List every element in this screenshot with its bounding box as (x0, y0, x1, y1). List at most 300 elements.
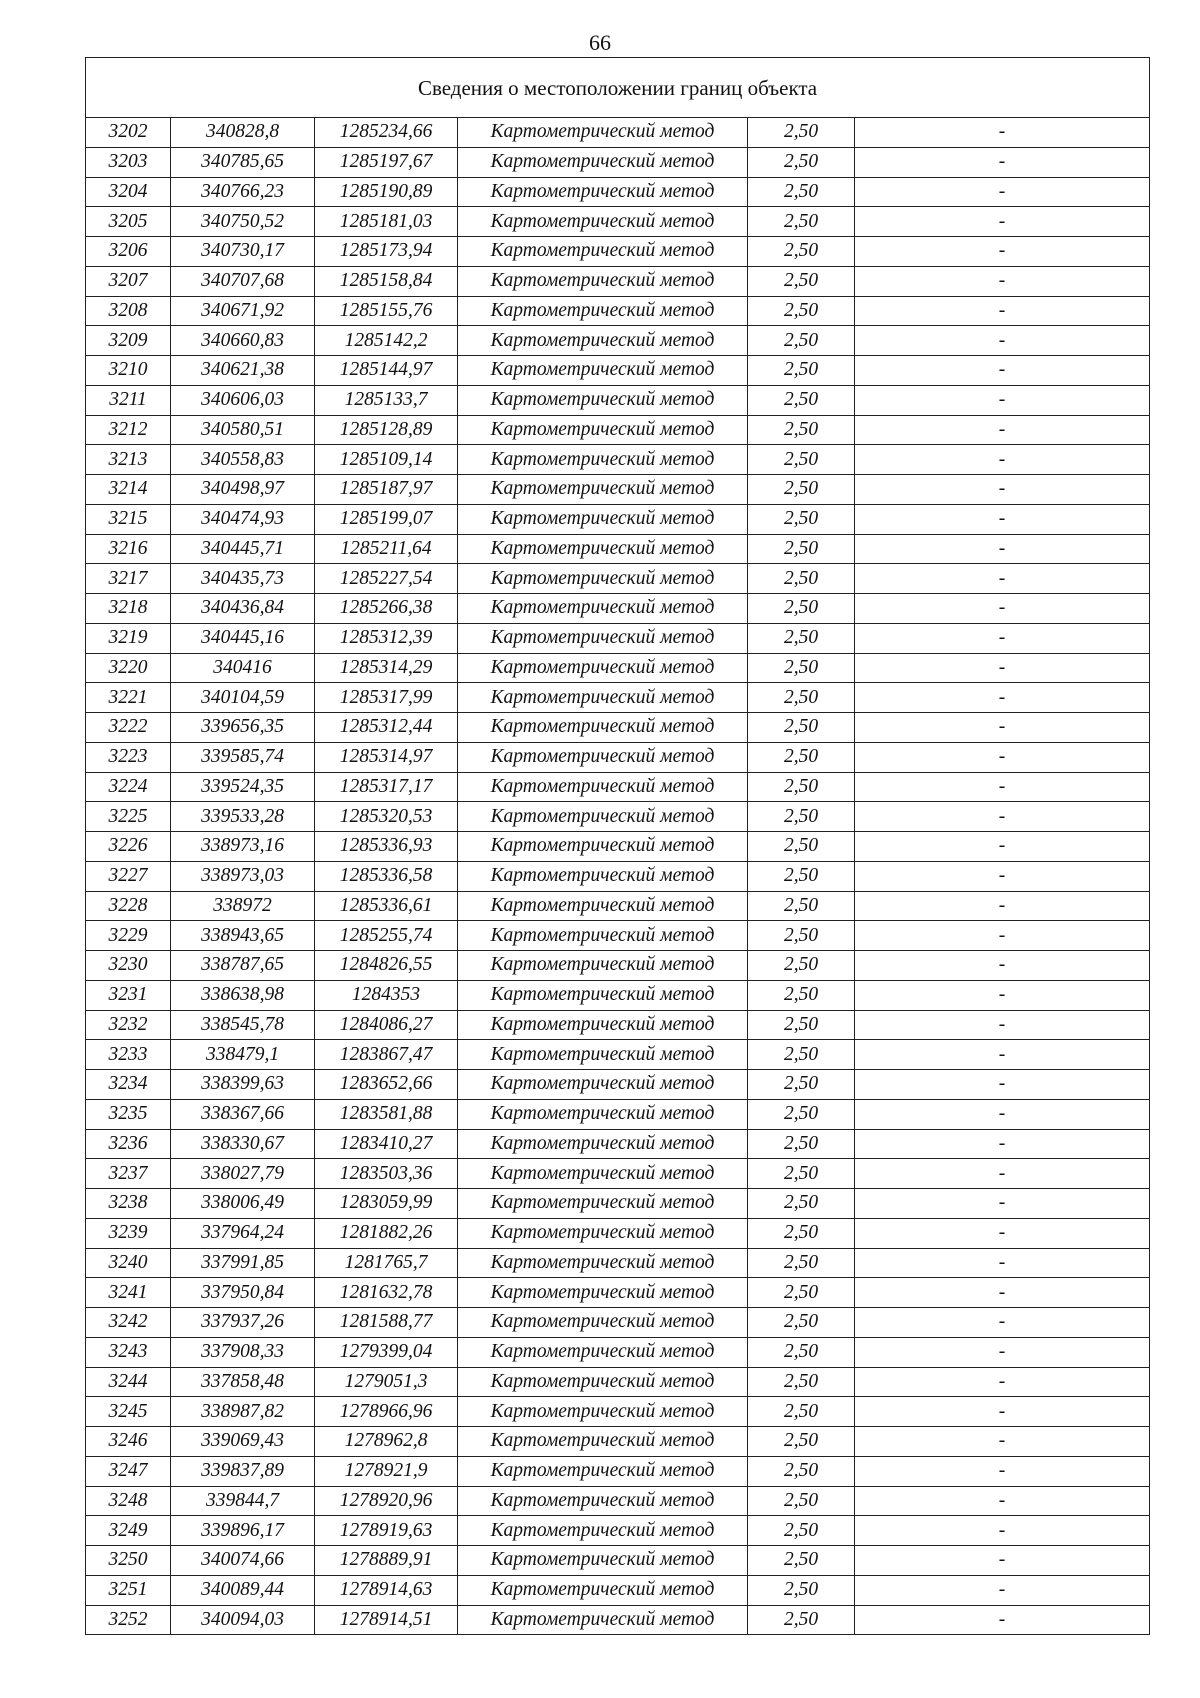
table-row (86, 445, 1150, 475)
point-number-cell: 3249 (86, 1516, 171, 1546)
table-row (86, 237, 1150, 267)
y-coordinate-cell: 1285133,7 (315, 385, 458, 415)
point-number-cell: 3235 (86, 1099, 171, 1129)
note-cell: - (855, 1397, 1150, 1427)
x-coordinate-cell: 340580,51 (171, 415, 315, 445)
method-cell: Картометрический метод (458, 1010, 748, 1040)
y-coordinate-cell: 1278914,63 (315, 1575, 458, 1605)
point-number-cell: 3241 (86, 1278, 171, 1308)
x-coordinate-cell: 340828,8 (171, 118, 315, 148)
y-coordinate-cell: 1284826,55 (315, 951, 458, 981)
table-row (86, 296, 1150, 326)
note-cell: - (855, 1248, 1150, 1278)
table-row (86, 1129, 1150, 1159)
note-cell: - (855, 1218, 1150, 1248)
method-cell: Картометрический метод (458, 623, 748, 653)
accuracy-cell: 2,50 (748, 1337, 855, 1367)
note-cell: - (855, 1278, 1150, 1308)
table-row (86, 1248, 1150, 1278)
note-cell: - (855, 415, 1150, 445)
x-coordinate-cell: 340089,44 (171, 1575, 315, 1605)
method-cell: Картометрический метод (458, 802, 748, 832)
method-cell: Картометрический метод (458, 861, 748, 891)
table-row (86, 1189, 1150, 1219)
x-coordinate-cell: 338973,16 (171, 832, 315, 862)
point-number-cell: 3213 (86, 445, 171, 475)
method-cell: Картометрический метод (458, 1308, 748, 1338)
note-cell: - (855, 177, 1150, 207)
point-number-cell: 3224 (86, 772, 171, 802)
accuracy-cell: 2,50 (748, 475, 855, 505)
method-cell: Картометрический метод (458, 1456, 748, 1486)
table-row (86, 802, 1150, 832)
method-cell: Картометрический метод (458, 1367, 748, 1397)
note-cell: - (855, 1099, 1150, 1129)
accuracy-cell: 2,50 (748, 891, 855, 921)
y-coordinate-cell: 1285314,29 (315, 653, 458, 683)
point-number-cell: 3202 (86, 118, 171, 148)
y-coordinate-cell: 1285266,38 (315, 594, 458, 624)
y-coordinate-cell: 1285181,03 (315, 207, 458, 237)
point-number-cell: 3231 (86, 980, 171, 1010)
y-coordinate-cell: 1283503,36 (315, 1159, 458, 1189)
y-coordinate-cell: 1285320,53 (315, 802, 458, 832)
note-cell: - (855, 475, 1150, 505)
point-number-cell: 3205 (86, 207, 171, 237)
point-number-cell: 3229 (86, 921, 171, 951)
note-cell: - (855, 296, 1150, 326)
accuracy-cell: 2,50 (748, 266, 855, 296)
x-coordinate-cell: 338987,82 (171, 1397, 315, 1427)
table-row (86, 385, 1150, 415)
point-number-cell: 3208 (86, 296, 171, 326)
x-coordinate-cell: 337908,33 (171, 1337, 315, 1367)
x-coordinate-cell: 340104,59 (171, 683, 315, 713)
table-row (86, 475, 1150, 505)
point-number-cell: 3217 (86, 564, 171, 594)
x-coordinate-cell: 340707,68 (171, 266, 315, 296)
method-cell: Картометрический метод (458, 891, 748, 921)
accuracy-cell: 2,50 (748, 921, 855, 951)
table-row (86, 1040, 1150, 1070)
table-row (86, 742, 1150, 772)
method-cell: Картометрический метод (458, 237, 748, 267)
point-number-cell: 3232 (86, 1010, 171, 1040)
y-coordinate-cell: 1281882,26 (315, 1218, 458, 1248)
accuracy-cell: 2,50 (748, 1575, 855, 1605)
note-cell: - (855, 1516, 1150, 1546)
note-cell: - (855, 266, 1150, 296)
method-cell: Картометрический метод (458, 1189, 748, 1219)
y-coordinate-cell: 1285109,14 (315, 445, 458, 475)
x-coordinate-cell: 340474,93 (171, 504, 315, 534)
note-cell: - (855, 594, 1150, 624)
note-cell: - (855, 772, 1150, 802)
point-number-cell: 3207 (86, 266, 171, 296)
x-coordinate-cell: 340785,65 (171, 147, 315, 177)
y-coordinate-cell: 1278920,96 (315, 1486, 458, 1516)
x-coordinate-cell: 340445,16 (171, 623, 315, 653)
accuracy-cell: 2,50 (748, 1546, 855, 1576)
method-cell: Картометрический метод (458, 1040, 748, 1070)
y-coordinate-cell: 1285187,97 (315, 475, 458, 505)
point-number-cell: 3252 (86, 1605, 171, 1635)
table-body (86, 58, 1150, 1635)
table-row (86, 623, 1150, 653)
accuracy-cell: 2,50 (748, 296, 855, 326)
method-cell: Картометрический метод (458, 1099, 748, 1129)
accuracy-cell: 2,50 (748, 1070, 855, 1100)
table-row (86, 177, 1150, 207)
accuracy-cell: 2,50 (748, 980, 855, 1010)
method-cell: Картометрический метод (458, 713, 748, 743)
x-coordinate-cell: 339656,35 (171, 713, 315, 743)
section-title: Сведения о местоположении границ объекта (86, 58, 1150, 118)
x-coordinate-cell: 339069,43 (171, 1427, 315, 1457)
accuracy-cell: 2,50 (748, 1456, 855, 1486)
point-number-cell: 3215 (86, 504, 171, 534)
x-coordinate-cell: 338330,67 (171, 1129, 315, 1159)
table-row (86, 1367, 1150, 1397)
method-cell: Картометрический метод (458, 147, 748, 177)
x-coordinate-cell: 337937,26 (171, 1308, 315, 1338)
x-coordinate-cell: 339837,89 (171, 1456, 315, 1486)
accuracy-cell: 2,50 (748, 1367, 855, 1397)
note-cell: - (855, 1129, 1150, 1159)
point-number-cell: 3212 (86, 415, 171, 445)
note-cell: - (855, 832, 1150, 862)
x-coordinate-cell: 338638,98 (171, 980, 315, 1010)
table-row (86, 1456, 1150, 1486)
accuracy-cell: 2,50 (748, 1605, 855, 1635)
x-coordinate-cell: 340621,38 (171, 356, 315, 386)
method-cell: Картометрический метод (458, 207, 748, 237)
accuracy-cell: 2,50 (748, 1189, 855, 1219)
note-cell: - (855, 980, 1150, 1010)
y-coordinate-cell: 1278919,63 (315, 1516, 458, 1546)
method-cell: Картометрический метод (458, 1278, 748, 1308)
table-row (86, 564, 1150, 594)
x-coordinate-cell: 339844,7 (171, 1486, 315, 1516)
y-coordinate-cell: 1285155,76 (315, 296, 458, 326)
y-coordinate-cell: 1285234,66 (315, 118, 458, 148)
table-row (86, 1427, 1150, 1457)
point-number-cell: 3243 (86, 1337, 171, 1367)
point-number-cell: 3246 (86, 1427, 171, 1457)
table-row (86, 356, 1150, 386)
y-coordinate-cell: 1278962,8 (315, 1427, 458, 1457)
table-row (86, 980, 1150, 1010)
table-row (86, 921, 1150, 951)
note-cell: - (855, 1367, 1150, 1397)
x-coordinate-cell: 340766,23 (171, 177, 315, 207)
note-cell: - (855, 1486, 1150, 1516)
y-coordinate-cell: 1285336,58 (315, 861, 458, 891)
point-number-cell: 3228 (86, 891, 171, 921)
accuracy-cell: 2,50 (748, 237, 855, 267)
note-cell: - (855, 1575, 1150, 1605)
accuracy-cell: 2,50 (748, 445, 855, 475)
note-cell: - (855, 713, 1150, 743)
accuracy-cell: 2,50 (748, 1486, 855, 1516)
y-coordinate-cell: 1278921,9 (315, 1456, 458, 1486)
table-row (86, 118, 1150, 148)
method-cell: Картометрический метод (458, 534, 748, 564)
y-coordinate-cell: 1285227,54 (315, 564, 458, 594)
x-coordinate-cell: 338787,65 (171, 951, 315, 981)
method-cell: Картометрический метод (458, 564, 748, 594)
note-cell: - (855, 564, 1150, 594)
method-cell: Картометрический метод (458, 1516, 748, 1546)
accuracy-cell: 2,50 (748, 147, 855, 177)
y-coordinate-cell: 1283867,47 (315, 1040, 458, 1070)
y-coordinate-cell: 1284353 (315, 980, 458, 1010)
accuracy-cell: 2,50 (748, 1397, 855, 1427)
x-coordinate-cell: 340435,73 (171, 564, 315, 594)
x-coordinate-cell: 340730,17 (171, 237, 315, 267)
x-coordinate-cell: 339524,35 (171, 772, 315, 802)
point-number-cell: 3247 (86, 1456, 171, 1486)
method-cell: Картометрический метод (458, 594, 748, 624)
table-row (86, 326, 1150, 356)
table-row (86, 951, 1150, 981)
note-cell: - (855, 623, 1150, 653)
accuracy-cell: 2,50 (748, 326, 855, 356)
accuracy-cell: 2,50 (748, 1159, 855, 1189)
accuracy-cell: 2,50 (748, 177, 855, 207)
x-coordinate-cell: 340416 (171, 653, 315, 683)
table-row (86, 1516, 1150, 1546)
table-row (86, 1546, 1150, 1576)
point-number-cell: 3242 (86, 1308, 171, 1338)
point-number-cell: 3240 (86, 1248, 171, 1278)
x-coordinate-cell: 340498,97 (171, 475, 315, 505)
point-number-cell: 3211 (86, 385, 171, 415)
note-cell: - (855, 1605, 1150, 1635)
y-coordinate-cell: 1279399,04 (315, 1337, 458, 1367)
method-cell: Картометрический метод (458, 1546, 748, 1576)
x-coordinate-cell: 338973,03 (171, 861, 315, 891)
accuracy-cell: 2,50 (748, 653, 855, 683)
method-cell: Картометрический метод (458, 177, 748, 207)
method-cell: Картометрический метод (458, 1575, 748, 1605)
method-cell: Картометрический метод (458, 326, 748, 356)
accuracy-cell: 2,50 (748, 623, 855, 653)
table-row (86, 683, 1150, 713)
y-coordinate-cell: 1281632,78 (315, 1278, 458, 1308)
y-coordinate-cell: 1285158,84 (315, 266, 458, 296)
point-number-cell: 3221 (86, 683, 171, 713)
section-title-row (86, 58, 1150, 118)
y-coordinate-cell: 1285255,74 (315, 921, 458, 951)
accuracy-cell: 2,50 (748, 713, 855, 743)
method-cell: Картометрический метод (458, 683, 748, 713)
note-cell: - (855, 147, 1150, 177)
point-number-cell: 3222 (86, 713, 171, 743)
table-row (86, 504, 1150, 534)
y-coordinate-cell: 1281588,77 (315, 1308, 458, 1338)
method-cell: Картометрический метод (458, 415, 748, 445)
x-coordinate-cell: 338367,66 (171, 1099, 315, 1129)
method-cell: Картометрический метод (458, 921, 748, 951)
y-coordinate-cell: 1283059,99 (315, 1189, 458, 1219)
table-row (86, 1010, 1150, 1040)
accuracy-cell: 2,50 (748, 1427, 855, 1457)
x-coordinate-cell: 339533,28 (171, 802, 315, 832)
method-cell: Картометрический метод (458, 1605, 748, 1635)
x-coordinate-cell: 339585,74 (171, 742, 315, 772)
note-cell: - (855, 683, 1150, 713)
y-coordinate-cell: 1285142,2 (315, 326, 458, 356)
accuracy-cell: 2,50 (748, 1099, 855, 1129)
point-number-cell: 3238 (86, 1189, 171, 1219)
y-coordinate-cell: 1283652,66 (315, 1070, 458, 1100)
note-cell: - (855, 1456, 1150, 1486)
point-number-cell: 3220 (86, 653, 171, 683)
x-coordinate-cell: 340094,03 (171, 1605, 315, 1635)
x-coordinate-cell: 340750,52 (171, 207, 315, 237)
point-number-cell: 3227 (86, 861, 171, 891)
x-coordinate-cell: 338006,49 (171, 1189, 315, 1219)
table-row (86, 1308, 1150, 1338)
note-cell: - (855, 861, 1150, 891)
accuracy-cell: 2,50 (748, 772, 855, 802)
table-row (86, 534, 1150, 564)
accuracy-cell: 2,50 (748, 1278, 855, 1308)
table-row (86, 147, 1150, 177)
table-row (86, 772, 1150, 802)
y-coordinate-cell: 1278966,96 (315, 1397, 458, 1427)
y-coordinate-cell: 1285173,94 (315, 237, 458, 267)
method-cell: Картометрический метод (458, 445, 748, 475)
x-coordinate-cell: 340671,92 (171, 296, 315, 326)
y-coordinate-cell: 1285314,97 (315, 742, 458, 772)
y-coordinate-cell: 1285336,61 (315, 891, 458, 921)
note-cell: - (855, 1427, 1150, 1457)
note-cell: - (855, 445, 1150, 475)
x-coordinate-cell: 337991,85 (171, 1248, 315, 1278)
y-coordinate-cell: 1285312,39 (315, 623, 458, 653)
note-cell: - (855, 1546, 1150, 1576)
x-coordinate-cell: 338972 (171, 891, 315, 921)
x-coordinate-cell: 338943,65 (171, 921, 315, 951)
note-cell: - (855, 504, 1150, 534)
point-number-cell: 3216 (86, 534, 171, 564)
method-cell: Картометрический метод (458, 356, 748, 386)
point-number-cell: 3248 (86, 1486, 171, 1516)
note-cell: - (855, 385, 1150, 415)
x-coordinate-cell: 339896,17 (171, 1516, 315, 1546)
method-cell: Картометрический метод (458, 980, 748, 1010)
y-coordinate-cell: 1285317,17 (315, 772, 458, 802)
accuracy-cell: 2,50 (748, 683, 855, 713)
accuracy-cell: 2,50 (748, 832, 855, 862)
y-coordinate-cell: 1284086,27 (315, 1010, 458, 1040)
method-cell: Картометрический метод (458, 296, 748, 326)
note-cell: - (855, 1337, 1150, 1367)
accuracy-cell: 2,50 (748, 534, 855, 564)
accuracy-cell: 2,50 (748, 415, 855, 445)
y-coordinate-cell: 1285197,67 (315, 147, 458, 177)
accuracy-cell: 2,50 (748, 1010, 855, 1040)
method-cell: Картометрический метод (458, 118, 748, 148)
accuracy-cell: 2,50 (748, 504, 855, 534)
method-cell: Картометрический метод (458, 385, 748, 415)
point-number-cell: 3234 (86, 1070, 171, 1100)
x-coordinate-cell: 340074,66 (171, 1546, 315, 1576)
table-row (86, 1099, 1150, 1129)
accuracy-cell: 2,50 (748, 1129, 855, 1159)
method-cell: Картометрический метод (458, 1337, 748, 1367)
note-cell: - (855, 1010, 1150, 1040)
boundary-coordinates-table (85, 57, 1150, 1635)
table-row (86, 653, 1150, 683)
x-coordinate-cell: 338545,78 (171, 1010, 315, 1040)
y-coordinate-cell: 1283410,27 (315, 1129, 458, 1159)
table-row (86, 1278, 1150, 1308)
y-coordinate-cell: 1285336,93 (315, 832, 458, 862)
table-row (86, 594, 1150, 624)
accuracy-cell: 2,50 (748, 861, 855, 891)
y-coordinate-cell: 1278889,91 (315, 1546, 458, 1576)
table-row (86, 207, 1150, 237)
point-number-cell: 3236 (86, 1129, 171, 1159)
y-coordinate-cell: 1283581,88 (315, 1099, 458, 1129)
x-coordinate-cell: 337950,84 (171, 1278, 315, 1308)
y-coordinate-cell: 1285211,64 (315, 534, 458, 564)
note-cell: - (855, 118, 1150, 148)
table-row (86, 1337, 1150, 1367)
table-row (86, 1486, 1150, 1516)
accuracy-cell: 2,50 (748, 1308, 855, 1338)
point-number-cell: 3225 (86, 802, 171, 832)
table-row (86, 1575, 1150, 1605)
point-number-cell: 3239 (86, 1218, 171, 1248)
note-cell: - (855, 802, 1150, 832)
method-cell: Картометрический метод (458, 1129, 748, 1159)
table-row (86, 1159, 1150, 1189)
x-coordinate-cell: 340558,83 (171, 445, 315, 475)
table-row (86, 1605, 1150, 1635)
note-cell: - (855, 742, 1150, 772)
x-coordinate-cell: 340445,71 (171, 534, 315, 564)
y-coordinate-cell: 1285312,44 (315, 713, 458, 743)
y-coordinate-cell: 1285199,07 (315, 504, 458, 534)
note-cell: - (855, 237, 1150, 267)
point-number-cell: 3214 (86, 475, 171, 505)
note-cell: - (855, 356, 1150, 386)
point-number-cell: 3209 (86, 326, 171, 356)
page-number: 66 (589, 30, 611, 55)
y-coordinate-cell: 1278914,51 (315, 1605, 458, 1635)
y-coordinate-cell: 1285128,89 (315, 415, 458, 445)
accuracy-cell: 2,50 (748, 1516, 855, 1546)
point-number-cell: 3204 (86, 177, 171, 207)
method-cell: Картометрический метод (458, 1486, 748, 1516)
point-number-cell: 3206 (86, 237, 171, 267)
table-row (86, 891, 1150, 921)
accuracy-cell: 2,50 (748, 1218, 855, 1248)
note-cell: - (855, 921, 1150, 951)
table-row (86, 713, 1150, 743)
x-coordinate-cell: 340436,84 (171, 594, 315, 624)
point-number-cell: 3210 (86, 356, 171, 386)
method-cell: Картометрический метод (458, 1397, 748, 1427)
method-cell: Картометрический метод (458, 504, 748, 534)
y-coordinate-cell: 1285317,99 (315, 683, 458, 713)
table-row (86, 861, 1150, 891)
table-row (86, 1397, 1150, 1427)
